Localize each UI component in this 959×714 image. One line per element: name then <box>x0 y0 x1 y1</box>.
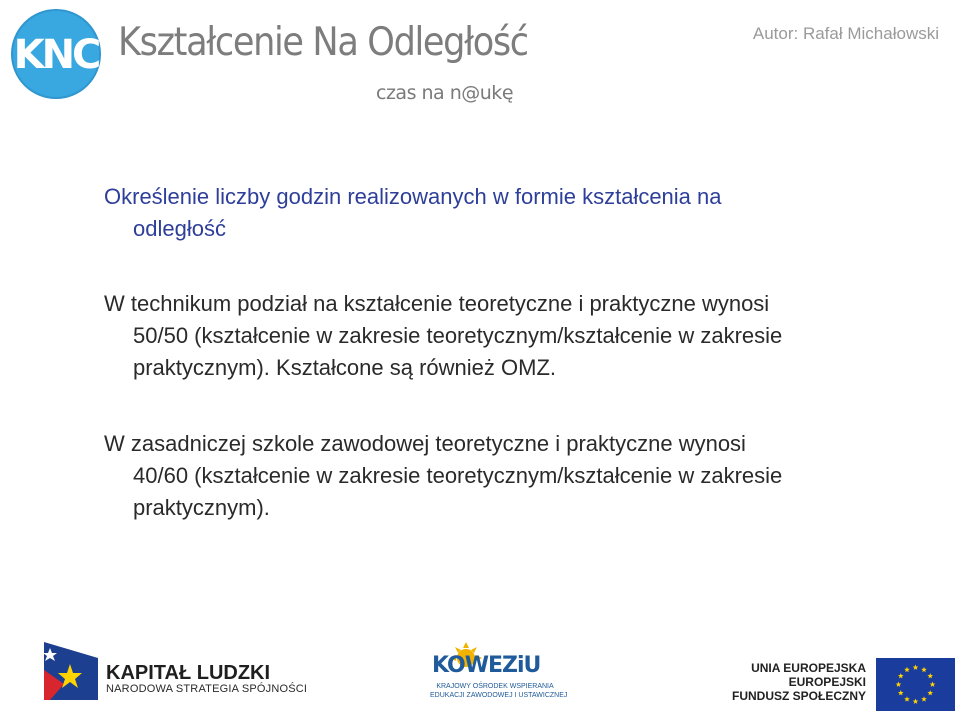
kapital-ludzki-subtitle: NARODOWA STRATEGIA SPÓJNOŚCI <box>106 683 308 695</box>
heading-line-1: Określenie liczby godzin realizowanych w formie kształcenia na <box>104 184 722 209</box>
koweziu-subtitle-line-1: KRAJOWY OŚRODEK WSPIERANIA <box>436 683 554 690</box>
eu-line-3: FUNDUSZ SPOŁECZNY <box>731 689 866 703</box>
koweziu-subtitle-line-2: EDUKACJI ZAWODOWEJ I USTAWICZNEJ <box>430 692 568 699</box>
eu-fund-label <box>730 661 866 703</box>
brand-title: Kształcenie Na Odległość <box>118 20 528 65</box>
slide-heading <box>104 181 934 245</box>
author-credit: Autor: Rafał Michałowski <box>752 24 939 43</box>
heading-line-2: odległość <box>133 216 226 241</box>
paragraph-technikum <box>104 288 934 384</box>
paragraph-line: W technikum podział na kształcenie teoretyczne i praktyczne wynosi <box>104 291 770 316</box>
eu-flag-icon <box>876 658 955 711</box>
kapital-ludzki-logo-icon <box>40 640 100 702</box>
eu-line-1: UNIA EUROPEJSKA <box>751 661 866 675</box>
brand-tagline: czas na n@ukę <box>376 82 514 104</box>
paragraph-line: 50/50 (kształcenie w zakresie teoretycznym/kształcenie w zakresie <box>133 323 783 348</box>
koweziu-name: KOWEZiU <box>432 653 541 678</box>
paragraph-szkola-zawodowa <box>104 428 934 524</box>
svg-text:KNC: KNC <box>13 32 99 78</box>
kapital-ludzki-title: KAPITAŁ LUDZKI <box>106 662 271 684</box>
paragraph-line: praktycznym). <box>133 495 270 520</box>
paragraph-line: 40/60 (kształcenie w zakresie teoretycznym/kształcenie w zakresie <box>133 463 783 488</box>
knc-logo-icon <box>10 8 102 100</box>
eu-line-2: EUROPEJSKI <box>788 675 866 689</box>
paragraph-line: W zasadniczej szkole zawodowej teoretyczne i praktyczne wynosi <box>104 431 746 456</box>
paragraph-line: praktycznym). Kształcone są również OMZ. <box>133 355 557 380</box>
koweziu-logo-icon <box>432 640 562 688</box>
